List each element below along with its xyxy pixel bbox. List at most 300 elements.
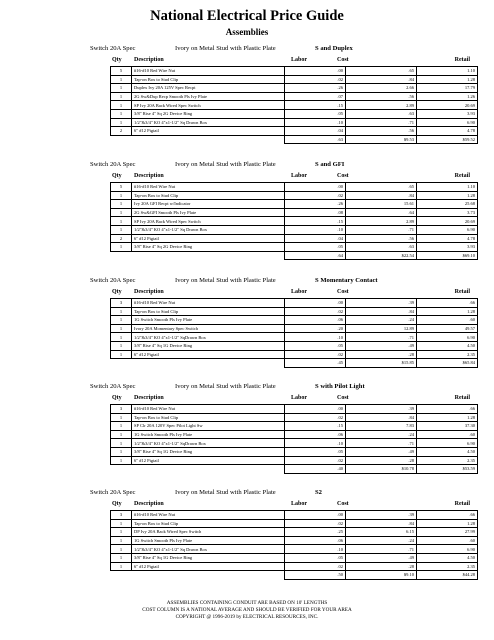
table-row [111,127,478,136]
item-cost: .39 [346,511,417,520]
item-retail: 2.35 [417,562,478,571]
table-row [111,75,478,84]
item-description: 2G Sw&GFI Smooth Pls Ivy Plate [132,208,285,217]
table-row [111,536,478,545]
item-description: #16-#10 Red Wire Nut [132,299,285,308]
item-description: 3/8" Rise 4" Sq 1G Device Ring [132,553,285,562]
item-labor: .00 [285,405,346,414]
section-header [0,43,494,56]
item-labor: .26 [285,200,346,209]
page-subtitle: Assemblies [225,27,269,37]
assembly-section [0,159,494,260]
item-cost: .39 [346,405,417,414]
item-labor: .00 [285,67,346,76]
item-cost: .71 [346,439,417,448]
table-row [111,333,478,342]
item-retail: 6.90 [417,225,478,234]
assembly-section [0,381,494,474]
item-labor: .02 [285,350,346,359]
table-row [111,307,478,316]
item-retail: 4.50 [417,553,478,562]
table-row [111,562,478,571]
item-retail: 1.10 [417,67,478,76]
table-row [111,84,478,93]
item-qty: 1 [111,528,132,537]
table-row [111,234,478,243]
item-retail: 1.28 [417,75,478,84]
qty-header: Qty [112,501,122,507]
item-cost: .84 [346,413,417,422]
item-description: #16-#10 Red Wire Nut [132,405,285,414]
item-qty: 5 [111,67,132,76]
qty-header: Qty [112,173,122,179]
column-headers [0,500,494,510]
items-table [110,404,478,474]
item-retail: 2.35 [417,456,478,465]
item-qty: 1 [111,447,132,456]
item-description: #16-#10 Red Wire Nut [132,511,285,520]
item-labor: .10 [285,225,346,234]
total-cost: $9.10 [346,571,417,580]
total-retail: $53.59 [417,465,478,474]
cost-header: Cost [337,501,349,507]
item-cost: .39 [346,299,417,308]
item-description: #16-#10 Red Wire Nut [132,67,285,76]
retail-header: Retail [454,173,470,179]
item-retail: 3.93 [417,243,478,252]
item-labor: .00 [285,299,346,308]
retail-header: Retail [454,395,470,401]
item-description: 3/8" Rise 4" Sq 1G Device Ring [132,341,285,350]
item-cost: .28 [346,350,417,359]
table-row [111,350,478,359]
item-labor: .02 [285,413,346,422]
total-cost: $22.54 [346,251,417,260]
column-headers [0,288,494,298]
table-row [111,208,478,217]
item-qty: 1 [111,200,132,209]
description-header: Description [134,289,164,295]
item-cost: .24 [346,536,417,545]
page-footer [0,600,494,622]
total-retail: $69.10 [417,251,478,260]
item-retail: 6.90 [417,439,478,448]
item-cost: .56 [346,234,417,243]
table-row [111,118,478,127]
item-retail: 37.30 [417,422,478,431]
section-description: Ivory on Metal Stud with Plastic Plate [175,45,276,52]
description-header: Description [134,395,164,401]
table-row [111,183,478,192]
item-cost: 6.15 [346,528,417,537]
section-name: S and GFI [315,161,345,168]
section-name: S and Duplex [315,45,353,52]
item-description: DP Ivy 20A Back Wired Spec Switch [132,528,285,537]
labor-header: Labor [291,173,308,179]
table-row [111,430,478,439]
item-cost: .71 [346,333,417,342]
item-retail: 27.99 [417,528,478,537]
item-cost: .65 [346,183,417,192]
item-qty: 1 [111,243,132,252]
item-cost: 2.89 [346,217,417,226]
item-qty: 1 [111,553,132,562]
section-spec: Switch 20A Spec [90,161,136,168]
total-labor: .40 [285,465,346,474]
item-labor: .10 [285,333,346,342]
table-row [111,109,478,118]
retail-header: Retail [454,501,470,507]
items-table [110,298,478,368]
item-labor: .15 [285,101,346,110]
item-labor: .00 [285,511,346,520]
item-labor: .10 [285,545,346,554]
footer-line: COST COLUMN IS A NATIONAL AVERAGE AND SHOULD BE VERIFIED FOR YOUR AREA [142,607,352,614]
item-labor: .06 [285,316,346,325]
item-description: 1G Switch Smooth Pls Ivy Plate [132,316,285,325]
item-cost: .71 [346,225,417,234]
description-header: Description [134,57,164,63]
item-description: 3/8" Rise 4" Sq 2G Device Ring [132,243,285,252]
cost-header: Cost [337,395,349,401]
total-labor: .45 [285,359,346,368]
item-qty: 1 [111,536,132,545]
item-labor: .07 [285,92,346,101]
item-qty: 1 [111,217,132,226]
item-description: Ivy 20A GFI Recpt w/Indicator [132,200,285,209]
table-row [111,456,478,465]
item-qty: 1 [111,101,132,110]
table-row [111,553,478,562]
item-retail: 17.79 [417,84,478,93]
item-retail: .60 [417,536,478,545]
item-description: 2G Sw&Dup Recp Smooth Pls Ivy Plate [132,92,285,101]
total-retail: $44.28 [417,571,478,580]
item-qty: 3 [111,405,132,414]
item-description: 3/8" Rise 4" Sq 2G Device Ring [132,109,285,118]
item-labor: .08 [285,208,346,217]
section-description: Ivory on Metal Stud with Plastic Plate [175,277,276,284]
item-retail: 2.35 [417,350,478,359]
item-description: 6" #12 Pigtail [132,456,285,465]
item-description: 1G Switch Smooth Pls Ivy Plate [132,536,285,545]
cost-header: Cost [337,57,349,63]
column-headers [0,56,494,66]
item-qty: 1 [111,75,132,84]
item-retail: 1.10 [417,183,478,192]
item-description: 1/2"&3/4" KO 4"x1-1/2" SqDrawn Box [132,333,285,342]
item-qty: 1 [111,545,132,554]
assembly-section [0,487,494,580]
item-retail: .60 [417,316,478,325]
item-labor: .02 [285,519,346,528]
item-retail: 1.28 [417,191,478,200]
section-header [0,159,494,172]
item-cost: .24 [346,430,417,439]
table-row [111,528,478,537]
item-description: 6" #12 Pigtail [132,562,285,571]
item-cost: .28 [346,456,417,465]
table-row [111,243,478,252]
item-qty: 1 [111,519,132,528]
column-headers [0,172,494,182]
item-labor: .02 [285,456,346,465]
item-qty: 1 [111,84,132,93]
item-description: Ivory 20A Momentary Spec Switch [132,324,285,333]
item-description: 3/8" Rise 4" Sq 1G Device Ring [132,447,285,456]
item-qty: 2 [111,127,132,136]
item-cost: 2.89 [346,101,417,110]
item-description: Tap-on Box to Stud Clip [132,75,285,84]
item-qty: 3 [111,511,132,520]
item-retail: 4.50 [417,447,478,456]
item-description: 1/2"&3/4" KO 4"x1-1/2" Sq Drawn Box [132,118,285,127]
item-retail: 1.28 [417,413,478,422]
item-labor: .05 [285,243,346,252]
item-labor: .00 [285,183,346,192]
item-labor: .15 [285,422,346,431]
item-qty: 1 [111,422,132,431]
item-retail: 4.78 [417,234,478,243]
item-cost: .56 [346,92,417,101]
item-qty: 1 [111,191,132,200]
description-header: Description [134,173,164,179]
item-qty: 1 [111,324,132,333]
item-description: 1/2"&3/4" KO 4"x1-1/2" SqDrawn Box [132,439,285,448]
item-cost: .63 [346,243,417,252]
item-labor: .20 [285,324,346,333]
labor-header: Labor [291,57,308,63]
item-labor: .26 [285,84,346,93]
item-qty: 1 [111,208,132,217]
item-description: 1G Switch Smooth Pls Ivy Plate [132,430,285,439]
item-qty: 1 [111,333,132,342]
item-description: 1/2"&3/4" KO 4"x1-1/2" Sq Drawn Box [132,225,285,234]
total-cost: $15.85 [346,359,417,368]
total-row [111,465,478,474]
table-row [111,324,478,333]
table-row [111,316,478,325]
item-cost: 7.83 [346,422,417,431]
retail-header: Retail [454,57,470,63]
item-labor: .10 [285,118,346,127]
item-qty: 1 [111,456,132,465]
item-qty: 1 [111,92,132,101]
table-row [111,217,478,226]
item-cost: 2.66 [346,84,417,93]
item-cost: 12.89 [346,324,417,333]
item-cost: .84 [346,519,417,528]
section-spec: Switch 20A Spec [90,45,136,52]
item-qty: 1 [111,109,132,118]
item-cost: .64 [346,208,417,217]
item-qty: 1 [111,439,132,448]
total-row [111,135,478,144]
item-labor: .05 [285,341,346,350]
total-labor: .64 [285,251,346,260]
labor-header: Labor [291,395,308,401]
section-description: Ivory on Metal Stud with Plastic Plate [175,161,276,168]
item-cost: 15.61 [346,200,417,209]
item-retail: 1.28 [417,307,478,316]
labor-header: Labor [291,289,308,295]
section-description: Ivory on Metal Stud with Plastic Plate [175,489,276,496]
item-labor: .25 [285,528,346,537]
description-header: Description [134,501,164,507]
section-spec: Switch 20A Spec [90,383,136,390]
item-qty: 5 [111,183,132,192]
items-table [110,66,478,144]
section-header [0,381,494,394]
item-retail: 1.26 [417,92,478,101]
qty-header: Qty [112,289,122,295]
item-retail: .60 [417,430,478,439]
item-retail: 3.73 [417,208,478,217]
item-qty: 1 [111,562,132,571]
item-retail: 4.50 [417,341,478,350]
item-cost: .56 [346,127,417,136]
item-cost: .84 [346,191,417,200]
item-qty: 1 [111,413,132,422]
item-labor: .15 [285,217,346,226]
page-title: National Electrical Price Guide [150,8,344,24]
item-labor: .04 [285,127,346,136]
item-retail: 6.90 [417,333,478,342]
total-row [111,571,478,580]
section-description: Ivory on Metal Stud with Plastic Plate [175,383,276,390]
item-retail: 1.28 [417,519,478,528]
item-description: 1/2"&3/4" KO 4"x1-1/2" Sq Drawn Box [132,545,285,554]
qty-header: Qty [112,57,122,63]
item-qty: 1 [111,307,132,316]
item-retail: 4.78 [417,127,478,136]
item-labor: .02 [285,307,346,316]
total-labor: .50 [285,571,346,580]
total-retail: $59.52 [417,135,478,144]
item-cost: .28 [346,562,417,571]
total-row [111,359,478,368]
item-qty: 1 [111,225,132,234]
items-table [110,510,478,580]
table-row [111,511,478,520]
item-cost: .49 [346,447,417,456]
table-row [111,447,478,456]
table-row [111,200,478,209]
assembly-section [0,275,494,368]
item-labor: .06 [285,430,346,439]
qty-header: Qty [112,395,122,401]
table-row [111,92,478,101]
table-row [111,67,478,76]
items-table [110,182,478,260]
item-qty: 1 [111,316,132,325]
total-cost: $9.53 [346,135,417,144]
table-row [111,422,478,431]
table-row [111,101,478,110]
item-qty: 3 [111,299,132,308]
assembly-section [0,43,494,144]
item-description: 6" #12 Pigtail [132,127,285,136]
table-row [111,299,478,308]
item-description: SP Clr 20A 120V Spec Pilot Light Sw [132,422,285,431]
total-labor: .63 [285,135,346,144]
item-labor: .05 [285,447,346,456]
item-description: Tap-on Box to Stud Clip [132,413,285,422]
item-labor: .05 [285,553,346,562]
section-spec: Switch 20A Spec [90,277,136,284]
table-row [111,545,478,554]
section-spec: Switch 20A Spec [90,489,136,496]
item-retail: 20.69 [417,217,478,226]
cost-header: Cost [337,289,349,295]
section-name: S with Pilot Light [315,383,365,390]
table-row [111,405,478,414]
item-description: #16-#10 Red Wire Nut [132,183,285,192]
item-qty: 2 [111,234,132,243]
item-cost: .49 [346,553,417,562]
total-cost: $10.78 [346,465,417,474]
item-cost: .65 [346,67,417,76]
section-name: S Momentary Contact [315,277,378,284]
item-labor: .05 [285,109,346,118]
item-description: SP Ivy 20A Back Wired Spec Switch [132,217,285,226]
item-cost: .24 [346,316,417,325]
item-cost: .84 [346,307,417,316]
item-retail: 49.57 [417,324,478,333]
item-retail: .66 [417,299,478,308]
footer-line: ASSEMBLIES CONTAINING CONDUIT ARE BASED ON 10' LENGTHS [166,600,328,606]
item-labor: .02 [285,75,346,84]
item-description: Tap-on Box to Stud Clip [132,519,285,528]
item-cost: .71 [346,118,417,127]
item-cost: .63 [346,109,417,118]
cost-header: Cost [337,173,349,179]
section-name: S2 [315,489,322,496]
footer-line: COPYRIGHT @ 1996-2019 by ELECTRICAL RESOURCES, INC. [175,614,319,621]
item-description: 6" #12 Pigtail [132,234,285,243]
item-description: Tap-on Box to Stud Clip [132,307,285,316]
table-row [111,519,478,528]
item-description: Tap-on Box to Stud Clip [132,191,285,200]
item-labor: .04 [285,234,346,243]
item-qty: 1 [111,350,132,359]
item-labor: .02 [285,191,346,200]
column-headers [0,394,494,404]
item-description: 6" #12 Pigtail [132,350,285,359]
item-retail: .66 [417,511,478,520]
item-retail: 25.68 [417,200,478,209]
item-qty: 1 [111,430,132,439]
table-row [111,225,478,234]
table-row [111,439,478,448]
item-description: SP Ivy 20A Back Wired Spec Switch [132,101,285,110]
item-qty: 1 [111,341,132,350]
table-row [111,341,478,350]
item-cost: .49 [346,341,417,350]
table-row [111,191,478,200]
item-labor: .02 [285,562,346,571]
item-retail: 20.69 [417,101,478,110]
item-labor: .10 [285,439,346,448]
item-cost: .84 [346,75,417,84]
total-row [111,251,478,260]
item-retail: 6.90 [417,545,478,554]
item-qty: 1 [111,118,132,127]
table-row [111,413,478,422]
total-retail: $65.84 [417,359,478,368]
section-header [0,487,494,500]
section-header [0,275,494,288]
